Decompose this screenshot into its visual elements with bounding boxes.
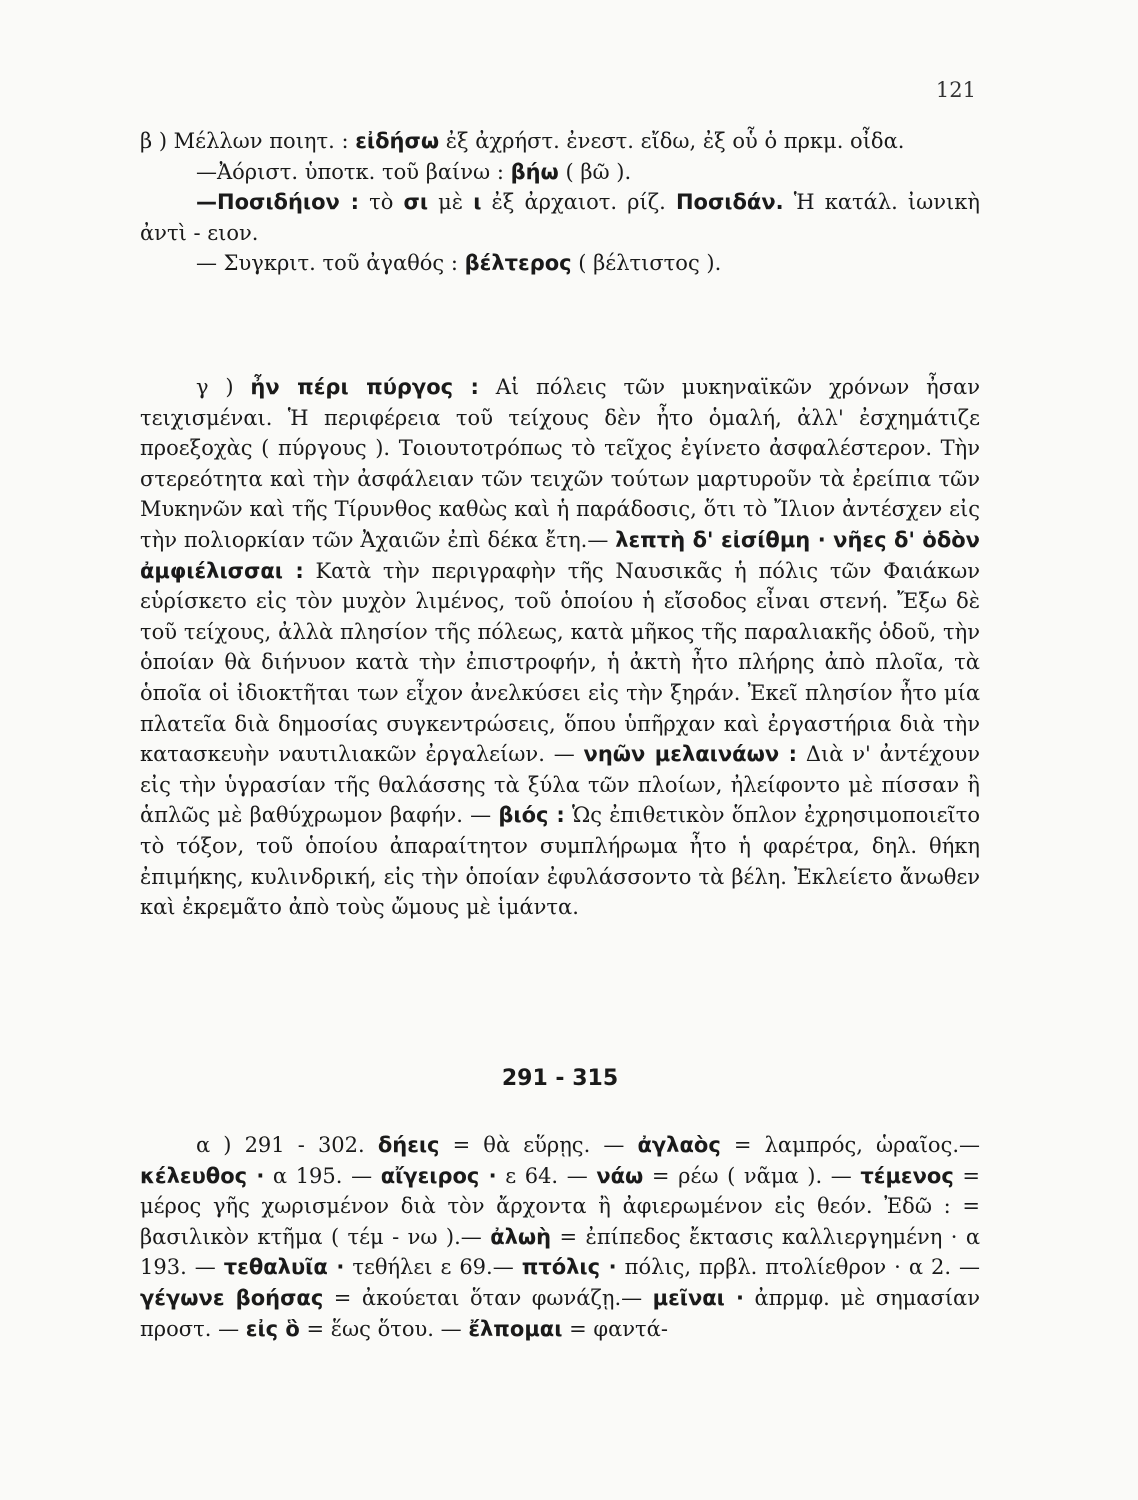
note-text: Ἡ κατάλ. ἰωνικὴ ἀντὶ - ειον. xyxy=(140,190,980,245)
note-text: πόλις, πρβλ. πτολίεθρον · α 2. — xyxy=(616,1255,981,1280)
note-future-tense xyxy=(140,126,980,157)
section-heading: 291 - 315 xyxy=(501,1066,619,1091)
lemma: —Ποσιδήιον : xyxy=(196,190,359,215)
lemma: Ποσιδάν. xyxy=(675,190,784,215)
note-text: ( βέλτιστος ). xyxy=(571,251,722,276)
note-aorist xyxy=(140,157,980,188)
note-text: α 195. — xyxy=(264,1163,381,1188)
note-text: = ἀκούεται ὅταν φωνάζῃ.— xyxy=(323,1285,653,1310)
note-text: = θὰ εὕρῃς. — xyxy=(439,1133,638,1157)
lemma: νηῶν μελαινάων : xyxy=(583,742,798,767)
notes-beta xyxy=(140,126,980,279)
note-text: = ρέω ( νᾶμα ). — xyxy=(643,1163,861,1188)
note-comparative xyxy=(140,248,980,279)
lemma: νάω xyxy=(596,1163,644,1188)
note-text: = ἐπίπεδος ἔκτασις καλλιεργημένη · α 193. — xyxy=(140,1224,980,1280)
note-text: ( βῶ ). xyxy=(558,159,632,184)
lemma: βιός : xyxy=(498,803,565,828)
lemma: ἀγλαὸς xyxy=(637,1133,721,1157)
notes-gamma xyxy=(140,372,980,923)
lemma: πτόλις · xyxy=(521,1255,617,1280)
note-text: ἀπρμφ. μὲ σημασίαν προστ. — xyxy=(140,1285,980,1341)
lemma: σι xyxy=(403,190,429,215)
note-text: τὸ xyxy=(358,190,404,215)
note-text: Κατὰ τὴν περιγραφὴν τῆς Ναυσικᾶς ἡ πόλις τῶν Φαιάκων εὑρίσκετο εἰς τὸν μυχὸν λιμένος, τοῦ ὁποίου ἡ εἴσοδος εἶναι στενή. Ἔξω δὲ τοῦ τείχους, ἀλλὰ πλησίον τῆς πόλεως, κατὰ μῆκος τῆς παραλιακῆς ὁδοῦ, τὴν ὁποίαν θὰ διήνυον κατὰ τὴν ἐπιστροφήν, ἡ ἀκτὴ ἦτο πλήρης ἀπὸ πλοῖα, τὰ ὁποῖα οἱ ἰδιοκτῆται των εἶχον ἀνελκύσει εἰς τὴν ξηράν. Ἐκεῖ πλησίον ἦτο μία πλατεῖα διὰ δημοσίας συγκεντρώσεις, ὅπου ὑπῆρχαν καὶ ἐργαστήρια διὰ τὴν κατασκευὴν ναυτιλιακῶν ἐργαλείων. — xyxy=(140,558,980,767)
note-text: —Ἀόριστ. ὑποτκ. τοῦ βαίνω : xyxy=(196,159,511,184)
note-paragraph xyxy=(140,1130,980,1344)
note-text: ε 64. — xyxy=(496,1163,597,1188)
note-text: ἐξ ἀρχαιοτ. ρίζ. xyxy=(481,190,676,215)
lemma: ι xyxy=(473,190,482,215)
note-paragraph xyxy=(140,372,980,923)
lemma: μεῖναι · xyxy=(652,1285,744,1310)
notes-alpha xyxy=(140,1130,980,1344)
lemma: τέμενος xyxy=(860,1163,954,1188)
note-text: Διὰ ν' ἀντέχουν εἰς τὴν ὑγρασίαν τῆς θαλάσσης τὰ ξύλα τῶν πλοίων, ἠλείφοντο μὲ πίσσαν ἢ ἁπλῶς μὲ βαθύχρωμον βαφήν. — xyxy=(140,742,980,828)
lemma: ἔλπομαι xyxy=(468,1316,563,1341)
lemma: δήεις xyxy=(377,1133,440,1157)
note-text: μὲ xyxy=(428,190,474,215)
note-text: = φαντά- xyxy=(562,1316,668,1341)
note-text: ἐξ ἀχρήστ. ἐνεστ. εἴδω, ἐξ οὗ ὁ πρκμ. οἶδα. xyxy=(439,129,905,153)
note-text: = λαμπρός, ὡραῖος.— xyxy=(720,1133,981,1157)
note-text: Αἱ πόλεις τῶν μυκηναϊκῶν χρόνων ἦσαν τειχισμέναι. Ἡ περιφέρεια τοῦ τείχους δὲν ἦτο ὁμαλή, ἀλλ' ἐσχημάτιζε προεξοχὰς ( πύργους ). Τοιουτοτρόπως τὸ τεῖχος ἐγίνετο ἀσφαλέστερον. Τὴν στερεότητα καὶ τὴν ἀσφάλειαν τῶν τειχῶν τούτων μαρτυροῦν τὰ ἐρείπια τῶν Μυκηνῶν καὶ τῆς Τίρυνθος καθὼς καὶ ἡ παράδοσις, ὅτι τὸ Ἴλιον ἀντέσχεν εἰς τὴν πολιορκίαν τῶν Ἀχαιῶν ἐπὶ δέκα ἔτη.— xyxy=(140,375,981,552)
lemma: γέγωνε βοήσας xyxy=(140,1285,324,1310)
lemma: εἰδήσω xyxy=(355,129,440,153)
lemma: βέλτερος xyxy=(464,251,572,276)
lemma: ἦν πέρι πύργος : xyxy=(250,375,479,399)
note-text: γ ) xyxy=(196,375,251,399)
note-text: — Συγκριτ. τοῦ ἀγαθός : xyxy=(196,251,465,276)
note-text: = ἕως ὅτου. — xyxy=(299,1316,469,1341)
lemma: ἀλωὴ xyxy=(490,1224,552,1249)
lemma: εἰς ὃ xyxy=(245,1316,300,1341)
note-posidion xyxy=(140,187,980,248)
lemma: τεθαλυῖα · xyxy=(223,1255,345,1280)
lemma: κέλευθος · xyxy=(140,1163,265,1188)
page-number: 121 xyxy=(935,78,976,102)
note-text: β ) Μέλλων ποιητ. : xyxy=(140,129,356,153)
lemma: αἴγειρος · xyxy=(380,1163,497,1188)
note-text: α ) 291 - 302. xyxy=(196,1133,378,1157)
lemma: βήω xyxy=(510,159,559,184)
note-text: = μέρος γῆς χωρισμένον διὰ τὸν ἄρχοντα ἢ ἀφιερωμένον εἰς θεόν. Ἐδῶ : = βασιλικὸν κτῆμα ( τέμ - νω ).— xyxy=(140,1163,981,1249)
note-text: τεθήλει ε 69.— xyxy=(344,1255,522,1280)
lemma: λεπτὴ δ' εἰσίθμη · νῆες δ' ὁδὸν ἀμφιέλισσαι : xyxy=(140,527,980,583)
note-text: Ὡς ἐπιθετικὸν ὅπλον ἐχρησιμοποιεῖτο τὸ τόξον, τοῦ ὁποίου ἀπαραίτητον συμπλήρωμα ἦτο ἡ φαρέτρα, δηλ. θήκη ἐπιμήκης, κυλινδρική, εἰς τὴν ὁποίαν ἐφυλάσσοντο τὰ βέλη. Ἐκλείετο ἄνωθεν καὶ ἐκρεμᾶτο ἀπὸ τοὺς ὤμους μὲ ἱμάντα. xyxy=(140,803,980,920)
